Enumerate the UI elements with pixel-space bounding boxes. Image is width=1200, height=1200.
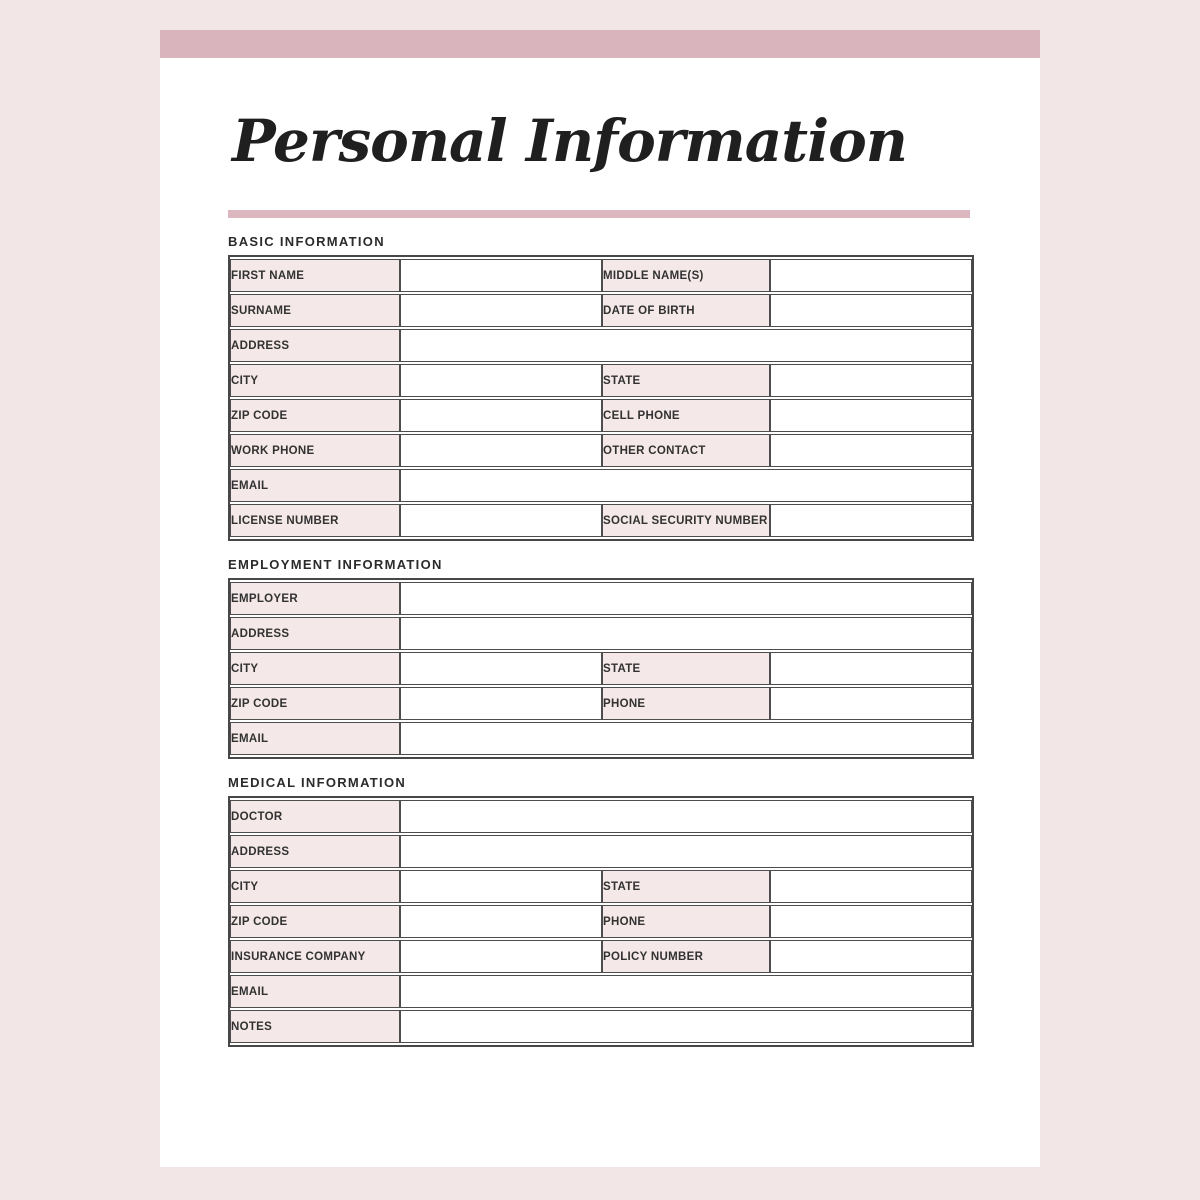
field-input-cell-social-security-number[interactable] xyxy=(770,504,972,537)
field-input-cell-other-contact[interactable] xyxy=(770,434,972,467)
section-medical-information xyxy=(228,775,970,1047)
table-row xyxy=(230,469,972,502)
field-input-cell-medical-city[interactable] xyxy=(400,870,602,903)
table-row xyxy=(230,329,972,362)
field-input-cell-insurance-company[interactable] xyxy=(400,940,602,973)
field-input-cell-employment-state[interactable] xyxy=(770,652,972,685)
field-label-employment-email: EMAIL xyxy=(230,722,400,755)
section-heading-employment-information: EMPLOYMENT INFORMATION xyxy=(228,557,443,572)
field-label-employment-city: CITY xyxy=(230,652,400,685)
field-input-cell-employment-phone[interactable] xyxy=(770,687,972,720)
field-label-medical-state: STATE xyxy=(602,870,770,903)
page-title: Personal Information xyxy=(232,107,907,175)
section-heading-medical-information: MEDICAL INFORMATION xyxy=(228,775,407,790)
table-row xyxy=(230,259,972,292)
field-label-email: EMAIL xyxy=(230,469,400,502)
table-row xyxy=(230,722,972,755)
field-input-cell-employment-address[interactable] xyxy=(400,617,972,650)
form-table-basic-information xyxy=(228,255,974,541)
field-input-cell-city[interactable] xyxy=(400,364,602,397)
table-row xyxy=(230,1010,972,1043)
field-label-social-security-number: SOCIAL SECURITY NUMBER xyxy=(602,504,770,537)
table-row xyxy=(230,582,972,615)
table-row xyxy=(230,975,972,1008)
table-row xyxy=(230,652,972,685)
table-row xyxy=(230,835,972,868)
table-row xyxy=(230,504,972,537)
table-row xyxy=(230,870,972,903)
field-label-license-number: LICENSE NUMBER xyxy=(230,504,400,537)
field-label-date-of-birth: DATE OF BIRTH xyxy=(602,294,770,327)
field-input-cell-notes[interactable] xyxy=(400,1010,972,1043)
field-input-cell-medical-address[interactable] xyxy=(400,835,972,868)
field-input-cell-email[interactable] xyxy=(400,469,972,502)
field-input-cell-surname[interactable] xyxy=(400,294,602,327)
table-row xyxy=(230,940,972,973)
field-input-cell-employment-zip-code[interactable] xyxy=(400,687,602,720)
field-input-cell-date-of-birth[interactable] xyxy=(770,294,972,327)
field-input-cell-cell-phone[interactable] xyxy=(770,399,972,432)
field-label-city: CITY xyxy=(230,364,400,397)
field-input-cell-address[interactable] xyxy=(400,329,972,362)
field-label-medical-city: CITY xyxy=(230,870,400,903)
section-employment-information xyxy=(228,557,970,759)
field-label-other-contact: OTHER CONTACT xyxy=(602,434,770,467)
table-row xyxy=(230,294,972,327)
field-input-cell-first-name[interactable] xyxy=(400,259,602,292)
field-input-cell-employment-email[interactable] xyxy=(400,722,972,755)
field-label-address: ADDRESS xyxy=(230,329,400,362)
field-label-middle-names: MIDDLE NAME(S) xyxy=(602,259,770,292)
field-input-cell-medical-state[interactable] xyxy=(770,870,972,903)
table-row xyxy=(230,687,972,720)
field-input-cell-zip-code[interactable] xyxy=(400,399,602,432)
field-input-cell-middle-names[interactable] xyxy=(770,259,972,292)
section-basic-information xyxy=(228,234,970,541)
field-label-medical-zip-code: ZIP CODE xyxy=(230,905,400,938)
field-label-medical-address: ADDRESS xyxy=(230,835,400,868)
top-banner xyxy=(160,30,1040,58)
table-row xyxy=(230,364,972,397)
field-input-cell-state[interactable] xyxy=(770,364,972,397)
field-input-cell-employment-city[interactable] xyxy=(400,652,602,685)
field-label-policy-number: POLICY NUMBER xyxy=(602,940,770,973)
field-label-work-phone: WORK PHONE xyxy=(230,434,400,467)
field-input-cell-employer[interactable] xyxy=(400,582,972,615)
field-input-cell-medical-zip-code[interactable] xyxy=(400,905,602,938)
field-label-medical-phone: PHONE xyxy=(602,905,770,938)
field-label-employment-phone: PHONE xyxy=(602,687,770,720)
field-label-employment-zip-code: ZIP CODE xyxy=(230,687,400,720)
table-row xyxy=(230,905,972,938)
table-row xyxy=(230,617,972,650)
field-label-insurance-company: INSURANCE COMPANY xyxy=(230,940,400,973)
form-table-employment-information xyxy=(228,578,974,759)
field-label-notes: NOTES xyxy=(230,1010,400,1043)
section-heading-basic-information: BASIC INFORMATION xyxy=(228,234,385,249)
field-input-cell-medical-phone[interactable] xyxy=(770,905,972,938)
field-input-cell-doctor[interactable] xyxy=(400,800,972,833)
field-label-state: STATE xyxy=(602,364,770,397)
table-row xyxy=(230,399,972,432)
field-label-doctor: DOCTOR xyxy=(230,800,400,833)
field-label-surname: SURNAME xyxy=(230,294,400,327)
form-table-medical-information xyxy=(228,796,974,1047)
field-label-employment-state: STATE xyxy=(602,652,770,685)
field-label-employment-address: ADDRESS xyxy=(230,617,400,650)
field-input-cell-work-phone[interactable] xyxy=(400,434,602,467)
field-label-cell-phone: CELL PHONE xyxy=(602,399,770,432)
field-input-cell-medical-email[interactable] xyxy=(400,975,972,1008)
field-input-cell-policy-number[interactable] xyxy=(770,940,972,973)
field-input-cell-license-number[interactable] xyxy=(400,504,602,537)
field-label-medical-email: EMAIL xyxy=(230,975,400,1008)
field-label-first-name: FIRST NAME xyxy=(230,259,400,292)
table-row xyxy=(230,800,972,833)
field-label-employer: EMPLOYER xyxy=(230,582,400,615)
document-page xyxy=(160,30,1040,1167)
table-row xyxy=(230,434,972,467)
title-divider xyxy=(228,210,970,218)
field-label-zip-code: ZIP CODE xyxy=(230,399,400,432)
